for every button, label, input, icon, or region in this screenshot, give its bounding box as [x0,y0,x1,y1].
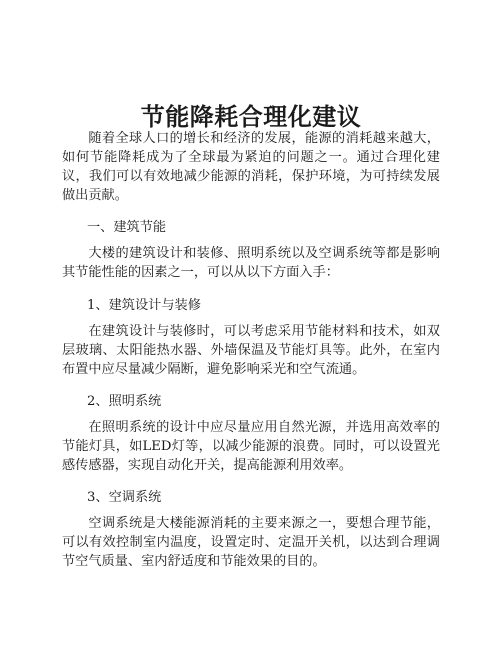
subsection-heading-lighting: 2、照明系统 [87,394,162,409]
subsection-heading-design-decoration: 1、建筑设计与装修 [87,298,201,313]
subsection-paragraph-air-conditioning: 空调系统是大楼能源消耗的主要来源之一，要想合理节能，可以有效控制室内温度，设置定时、定温开关机，以达到合理调节空气质量、室内舒适度和节能效果的目的。 [62,516,440,569]
section-heading-building-energy: 一、建筑节能 [87,220,167,235]
subsection-paragraph-design-decoration: 在建筑设计与装修时，可以考虑采用节能材料和技术，如双层玻璃、太阳能热水器、外墙保温及节能灯具等。此外，在室内布置中应尽量减少隔断，避免影响采光和空气流通。 [62,324,440,377]
intro-paragraph: 随着全球人口的增长和经济的发展，能源的消耗越来越大，如何节能降耗成为了全球最为紧迫的问题之一。通过合理化建议，我们可以有效地减少能源的消耗，保护环境，为可持续发展做出贡献。 [62,131,440,203]
document-title: 节能降耗合理化建议 [140,102,362,132]
section-paragraph-building-energy: 大楼的建筑设计和装修、照明系统以及空调系统等都是影响其节能性能的因素之一，可以从以下方面入手： [62,246,440,280]
subsection-heading-air-conditioning: 3、空调系统 [87,490,162,505]
subsection-paragraph-lighting: 在照明系统的设计中应尽量应用自然光源，并选用高效率的节能灯具，如LED灯等，以减少能源的浪费。同时，可以设置光感传感器，实现自动化开关，提高能源利用效率。 [62,420,440,473]
